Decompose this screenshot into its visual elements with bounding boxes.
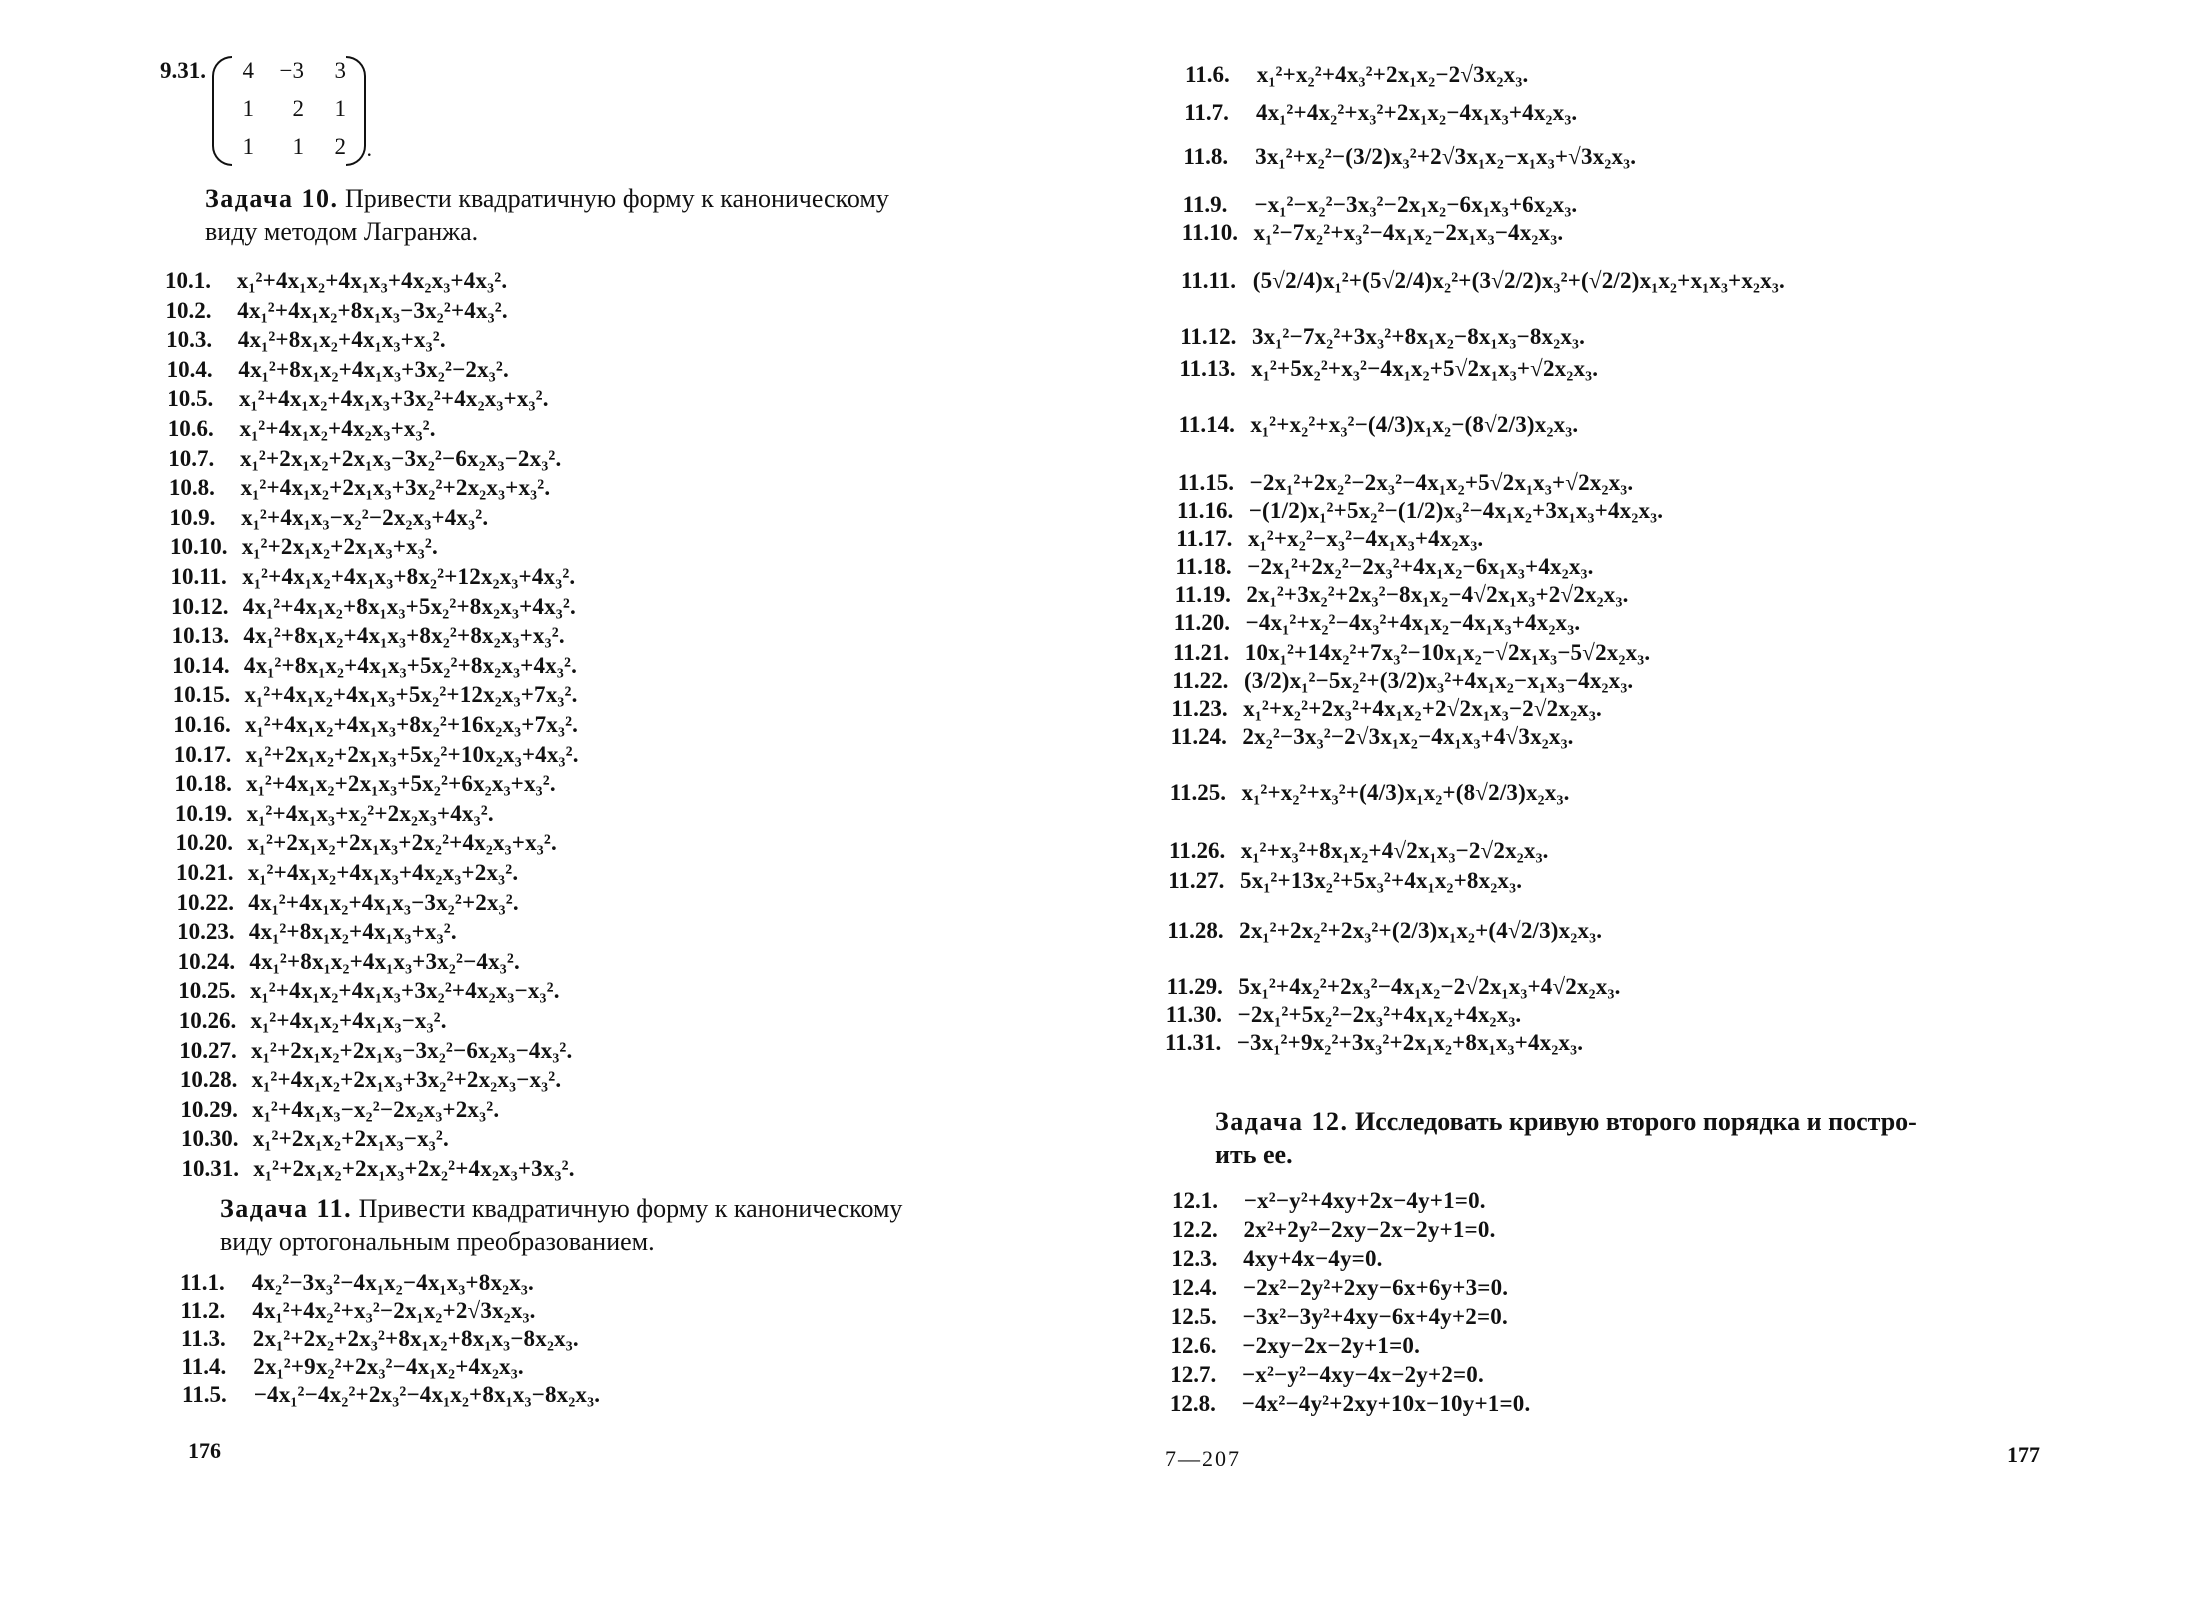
- left-page: [150, 0, 1080, 1618]
- exercise-number: 12.6.: [1170, 1333, 1217, 1358]
- exercise-number: 11.14.: [1178, 412, 1235, 437]
- exercise-item: [175, 801, 494, 826]
- exercise-number: 10.2.: [165, 297, 212, 323]
- exercise-number: 10.7.: [168, 445, 215, 471]
- exercise-formula: 4x₁²+4x₂²+x₃²−2x₁x₂+2√3x₂x₃.: [252, 1298, 536, 1323]
- exercise-formula: 4x₁²+4x₂²+x₃²+2x₁x₂−4x₁x₃+4x₂x₃.: [1255, 100, 1578, 125]
- exercise-number: 11.28.: [1167, 918, 1224, 943]
- exercise-number: 10.30.: [180, 1126, 239, 1152]
- exercise-number: 12.1.: [1172, 1188, 1218, 1213]
- exercise-item: [1170, 780, 1570, 805]
- exercise-number: 12.8.: [1169, 1391, 1216, 1416]
- exercise-number: 11.1.: [180, 1270, 225, 1295]
- exercise-item: [1170, 1391, 1531, 1416]
- exercise-item: [182, 1354, 524, 1379]
- exercise-number: 10.13.: [171, 623, 230, 649]
- task-label: Задача 11.: [220, 1194, 353, 1223]
- exercise-item: [1167, 974, 1621, 999]
- exercise-formula: (5√2/4)x₁²+(5√2/4)x₂²+(3√2/2)x₃²+(√2/2)x₁x₂+x₁x₃+x₂x₃.: [1252, 268, 1785, 293]
- exercise-number: 11.16.: [1177, 498, 1234, 523]
- exercise-number: 11.20.: [1173, 610, 1231, 635]
- task-text-line1: Привести квадратичную форму к каноническому: [358, 1194, 903, 1223]
- exercise-formula: x₁²−7x₂²+x₃²−4x₁x₂−2x₁x₃−4x₂x₃.: [1253, 220, 1564, 245]
- exercise-item: [182, 1156, 575, 1181]
- exercise-formula: x₁²+5x₂²+x₃²−4x₁x₂+5√2x₁x₃+√2x₂x₃.: [1251, 356, 1599, 381]
- exercise-item: [168, 446, 561, 471]
- exercise-formula: 3x₁²+x₂²−(3/2)x₃²+2√3x₁x₂−x₁x₃+√3x₂x₃.: [1255, 144, 1637, 169]
- exercise-formula: x₁²+4x₁x₂+2x₁x₃+3x₂²+2x₂x₃+x₃².: [240, 475, 551, 501]
- exercise-formula: 2x₁²+2x₂+2x₃²+8x₁x₂+8x₁x₃−8x₂x₃.: [252, 1326, 579, 1351]
- exercise-item: [167, 386, 548, 411]
- exercise-number: 10.18.: [174, 771, 232, 797]
- exercise-formula: 4x₁²+8x₁x₂+4x₁x₃+3x₂²−4x₃².: [249, 948, 520, 974]
- exercise-formula: 4x₁²+8x₁x₂+4x₁x₃+x₃².: [237, 327, 446, 353]
- exercise-number: 10.4.: [166, 356, 213, 382]
- exercise-formula: x₁²+x₂²+4x₃²+2x₁x₂−2√3x₂x₃.: [1256, 62, 1529, 87]
- exercise-item: [175, 830, 556, 855]
- exercise-item: [182, 1382, 600, 1407]
- exercise-item: [1174, 610, 1580, 635]
- exercise-formula: 4x₁²+8x₁x₂+4x₁x₃+3x₂²−2x₃².: [238, 356, 509, 382]
- exercise-formula: 4x₁²+8x₁x₂+4x₁x₃+8x₂²+8x₂x₃+x₃².: [243, 623, 565, 649]
- exercise-number: 12.2.: [1171, 1217, 1218, 1242]
- exercise-formula: x₁²+x₂²+x₃²−(4/3)x₁x₂−(8√2/3)x₂x₃.: [1250, 412, 1579, 437]
- exercise-formula: 10x₁²+14x₂²+7x₃²−10x₁x₂−√2x₁x₃−5√2x₂x₃.: [1244, 640, 1651, 665]
- exercise-item: [1185, 62, 1528, 87]
- exercise-number: 11.17.: [1176, 526, 1233, 551]
- exercise-item: [1172, 1217, 1496, 1242]
- exercise-number: 10.10.: [169, 534, 228, 560]
- task-12-heading: [1215, 1105, 1917, 1172]
- matrix-cell: 1: [242, 134, 254, 159]
- exercise-formula: 4x₂²−3x₃²−4x₁x₂−4x₁x₃+8x₂x₃.: [251, 1270, 534, 1295]
- exercise-formula: 4x₁²+4x₁x₂+8x₁x₃+5x₂²+8x₂x₃+4x₃².: [242, 593, 576, 619]
- exercise-number: 10.23.: [177, 919, 235, 945]
- task-text-line1: Привести квадратичную форму к каноническому: [345, 184, 889, 213]
- exercise-item: [167, 357, 509, 382]
- task-text-line2: виду методом Лагранжа.: [205, 217, 479, 247]
- exercise-number: 11.27.: [1168, 868, 1225, 893]
- exercise-item: [178, 949, 520, 974]
- exercise-item: [1171, 1275, 1508, 1300]
- task-text-line1: Исследовать кривую второго порядка и постро-: [1355, 1107, 1917, 1136]
- exercise-item: [174, 771, 555, 796]
- exercise-item: [1175, 582, 1629, 607]
- exercise-number: 11.29.: [1166, 974, 1223, 999]
- exercise-number: 10.20.: [175, 830, 233, 856]
- exercise-formula: x₁²+2x₁x₂+2x₁x₃−3x₂²−6x₂x₃−2x₃².: [240, 445, 562, 471]
- exercise-item: [1183, 144, 1636, 169]
- exercise-formula: −x₁²−x₂²−3x₃²−2x₁x₂−6x₁x₃+6x₂x₃.: [1254, 192, 1578, 217]
- exercise-number: 11.6.: [1185, 62, 1230, 87]
- exercise-item: [1171, 1333, 1421, 1358]
- exercise-item: [181, 1126, 449, 1151]
- task-label: Задача 10.: [205, 184, 339, 213]
- exercise-item: [1170, 1362, 1484, 1387]
- task-text-line2: ить ее.: [1215, 1140, 1293, 1170]
- exercise-formula: x₁²+x₂²+x₃²+(4/3)x₁x₂+(8√2/3)x₂x₃.: [1241, 780, 1570, 805]
- exercise-item: [1166, 1002, 1522, 1027]
- exercise-item: [174, 742, 579, 767]
- exercise-number: 11.7.: [1184, 100, 1229, 125]
- exercise-number: 10.31.: [181, 1156, 239, 1181]
- exercise-number: 10.19.: [174, 800, 233, 826]
- exercise-item: [181, 1298, 536, 1323]
- exercise-formula: (3/2)x₁²−5x₂²+(3/2)x₃²+4x₁x₂−x₁x₃−4x₂x₃.: [1243, 668, 1634, 693]
- exercise-formula: −(1/2)x₁²+5x₂²−(1/2)x₃²−4x₁x₂+3x₁x₃+4x₂x₃.: [1248, 498, 1664, 523]
- exercise-formula: −2x²−2y²+2xy−6x+6y+3=0.: [1242, 1275, 1509, 1300]
- exercise-number: 11.31.: [1165, 1030, 1222, 1055]
- exercise-item: [172, 623, 565, 648]
- exercise-item: [1171, 696, 1602, 721]
- exercise-item: [166, 327, 446, 352]
- exercise-formula: x₁²+4x₁x₂+4x₁x₃+3x₂²+4x₂x₃+x₃².: [238, 386, 549, 412]
- exercise-item: [1182, 220, 1563, 245]
- task-11-heading: [220, 1192, 902, 1259]
- exercise-number: 10.25.: [178, 978, 236, 1004]
- exercise-number: 10.27.: [179, 1037, 237, 1063]
- exercise-formula: 4x₁²+8x₁x₂+4x₁x₃+5x₂²+8x₂x₃+4x₃².: [243, 652, 578, 678]
- exercise-number: 11.10.: [1181, 220, 1239, 245]
- page-number: 176: [188, 1438, 221, 1463]
- exercise-number: 10.3.: [166, 327, 213, 353]
- exercise-number: 11.5.: [182, 1382, 227, 1407]
- exercise-number: 10.9.: [169, 504, 216, 530]
- exercise-item: [1168, 868, 1522, 893]
- exercise-item: [176, 860, 518, 885]
- exercise-item: [1175, 554, 1593, 579]
- exercise-formula: 2x₁²+9x₂²+2x₃²−4x₁x₂+4x₂x₃.: [253, 1354, 524, 1379]
- exercise-formula: −2x₁²+5x₂²−2x₃²+4x₁x₂+4x₂x₃.: [1237, 1002, 1522, 1027]
- exercise-formula: 5x₁²+13x₂²+5x₃²+4x₁x₂+8x₂x₃.: [1239, 868, 1523, 893]
- exercise-item: [1177, 498, 1663, 523]
- exercise-number: 11.18.: [1175, 554, 1232, 579]
- exercise-formula: −4x₁²+x₂²−4x₃²+4x₁x₂−4x₁x₃+4x₂x₃.: [1245, 610, 1581, 635]
- exercise-formula: 2x₂²−3x₃²−2√3x₁x₂−4x₁x₃+4√3x₂x₃.: [1242, 724, 1574, 749]
- exercise-formula: −2x₁²+2x₂²−2x₃²+4x₁x₂−6x₁x₃+4x₂x₃.: [1247, 554, 1594, 579]
- matrix-cell: 1: [242, 96, 254, 121]
- page-number: 177: [2007, 1442, 2040, 1467]
- exercise-formula: x₁²+4x₁x₃−x₂²−2x₂x₃+4x₃².: [241, 504, 489, 530]
- exercise-item: [171, 564, 576, 589]
- exercise-number: 10.24.: [177, 948, 236, 974]
- exercise-formula: x₁²+4x₁x₃−x₂²−2x₂x₃+2x₃².: [252, 1096, 500, 1122]
- exercise-item: [179, 1008, 447, 1033]
- task-10-heading: [205, 182, 889, 249]
- exercise-formula: x₁²+2x₁x₂+2x₁x₃−x₃².: [252, 1126, 449, 1152]
- exercise-number: 11.13.: [1179, 356, 1236, 381]
- exercise-number: 10.29.: [180, 1096, 238, 1122]
- exercise-number: 10.14.: [172, 652, 230, 678]
- task-text-line2: виду ортогональным преобразованием.: [220, 1227, 655, 1257]
- exercise-item: [180, 1097, 499, 1122]
- exercise-item: [1184, 100, 1577, 125]
- exercise-item: [1171, 1246, 1382, 1271]
- printer-signature: 7—207: [1165, 1446, 1241, 1471]
- exercise-number: 10.16.: [173, 712, 231, 737]
- exercise-item: [1181, 268, 1785, 293]
- exercise-number: 10.26.: [178, 1008, 237, 1033]
- exercise-formula: x₁²+2x₁x₂+2x₁x₃+2x₂²+4x₂x₃+3x₃².: [253, 1156, 575, 1181]
- exercise-number: 9.31.: [160, 58, 206, 83]
- exercise-formula: x₁²+4x₁x₂+2x₁x₃+5x₂²+6x₂x₃+x₃².: [246, 771, 556, 797]
- exercise-item: [1180, 324, 1585, 349]
- exercise-number: 10.11.: [170, 564, 227, 589]
- exercise-item: [1179, 356, 1598, 381]
- exercise-number: 10.21.: [176, 860, 234, 885]
- exercise-item: [181, 1326, 579, 1351]
- exercise-formula: x₁²+4x₁x₂+4x₁x₃+8x₂²+16x₂x₃+7x₃².: [245, 712, 579, 737]
- matrix-9-31: [212, 56, 372, 168]
- exercise-formula: x₁²+4x₁x₃+x₂²+2x₂x₃+4x₃².: [246, 800, 494, 826]
- exercise-item: [168, 416, 436, 441]
- exercise-item: [1172, 1188, 1486, 1213]
- matrix-cell: 2: [334, 134, 346, 159]
- exercise-number: 11.11.: [1181, 268, 1236, 293]
- exercise-item: [1171, 724, 1574, 749]
- exercise-formula: x₁²+2x₁x₂+2x₁x₃+2x₂²+4x₂x₃+x₃².: [247, 830, 557, 856]
- exercise-number: 11.12.: [1180, 324, 1237, 349]
- right-paren: [346, 56, 366, 166]
- exercise-item: [165, 268, 507, 293]
- exercise-formula: x₁²+4x₁x₂+4x₁x₃+3x₂²+4x₂x₃−x₃².: [249, 978, 560, 1004]
- exercise-item: [1179, 412, 1579, 437]
- matrix-cell: 3: [334, 58, 346, 83]
- exercise-formula: x₁²+2x₁x₂+2x₁x₃+5x₂²+10x₂x₃+4x₃².: [245, 741, 579, 767]
- exercise-item: [1183, 192, 1578, 217]
- matrix-end-dot: .: [366, 136, 372, 161]
- exercise-formula: x₁²+4x₁x₂+4x₁x₃+5x₂²+12x₂x₃+7x₃².: [244, 682, 578, 708]
- exercise-item: [178, 978, 559, 1003]
- exercise-formula: x₁²+4x₁x₂+4x₁x₃+4x₂x₃+4x₃².: [236, 268, 508, 293]
- exercise-formula: −4x²−4y²+2xy+10x−10y+1=0.: [1241, 1391, 1531, 1416]
- exercise-number: 10.17.: [173, 741, 232, 767]
- exercise-formula: −3x₁²+9x₂²+3x₃²+2x₁x₂+8x₁x₃+4x₂x₃.: [1236, 1030, 1584, 1055]
- exercise-item: [172, 653, 577, 678]
- exercise-item: [1165, 1030, 1583, 1055]
- exercise-item: [166, 298, 508, 323]
- exercise-formula: −2xy−2x−2y+1=0.: [1242, 1333, 1421, 1358]
- exercise-item: [177, 890, 519, 915]
- matrix-cell: 4: [242, 58, 254, 83]
- exercise-number: 12.4.: [1171, 1275, 1218, 1300]
- exercise-formula: 4x₁²+8x₁x₂+4x₁x₃+x₃².: [248, 919, 457, 945]
- task-label: Задача 12.: [1215, 1107, 1349, 1136]
- exercise-formula: x₁²+4x₁x₂+4x₁x₃−x₃².: [250, 1008, 447, 1033]
- exercise-formula: 4x₁²+4x₁x₂+4x₁x₃−3x₂²+2x₃².: [248, 889, 519, 915]
- exercise-number: 11.9.: [1182, 192, 1228, 217]
- exercise-number: 11.15.: [1177, 470, 1235, 495]
- exercise-item: [1173, 640, 1650, 665]
- exercise-number: 10.8.: [168, 475, 215, 501]
- exercise-number: 10.15.: [172, 682, 231, 708]
- exercise-number: 11.26.: [1169, 838, 1226, 863]
- exercise-item: [170, 534, 438, 559]
- matrix-cell: −3: [279, 58, 304, 83]
- exercise-item: [169, 505, 488, 530]
- exercise-number: 11.30.: [1165, 1002, 1223, 1027]
- exercise-item: [173, 712, 578, 737]
- exercise-number: 11.21.: [1173, 640, 1230, 665]
- exercise-number: 11.24.: [1170, 724, 1227, 749]
- exercise-formula: −3x²−3y²+4xy−6x+4y+2=0.: [1242, 1304, 1508, 1329]
- exercise-formula: −2x₁²+2x₂²−2x₃²−4x₁x₂+5√2x₁x₃+√2x₂x₃.: [1249, 470, 1634, 495]
- exercise-number: 12.7.: [1170, 1362, 1217, 1387]
- exercise-number: 12.5.: [1170, 1304, 1217, 1329]
- exercise-number: 12.3.: [1171, 1246, 1218, 1271]
- exercise-number: 10.1.: [165, 268, 211, 293]
- exercise-number: 11.3.: [181, 1326, 226, 1351]
- exercise-number: 10.28.: [179, 1067, 238, 1093]
- exercise-item: [180, 1067, 561, 1092]
- exercise-formula: −x²−y²−4xy−4x−2y+2=0.: [1241, 1362, 1484, 1387]
- exercise-formula: −x²−y²+4xy+2x−4y+1=0.: [1243, 1188, 1486, 1213]
- exercise-formula: x₁²+4x₁x₂+2x₁x₃+3x₂²+2x₂x₃−x₃².: [251, 1067, 562, 1093]
- exercise-formula: x₁²+2x₁x₂+2x₁x₃−3x₂²−6x₂x₃−4x₃².: [251, 1037, 573, 1063]
- exercise-formula: x₁²+4x₁x₂+4x₁x₃+8x₂²+12x₂x₃+4x₃².: [242, 564, 576, 589]
- matrix-cell: 1: [334, 96, 346, 121]
- exercise-formula: 4x₁²+4x₁x₂+8x₁x₃−3x₂²+4x₃².: [237, 297, 508, 323]
- matrix-cell: 2: [292, 96, 304, 121]
- exercise-number: 10.5.: [167, 386, 214, 412]
- exercise-formula: x₁²+x₃²+8x₁x₂+4√2x₁x₃−2√2x₂x₃.: [1240, 838, 1549, 863]
- matrix-cell: 1: [292, 134, 304, 159]
- exercise-item: [1172, 668, 1633, 693]
- exercise-item: [179, 1038, 572, 1063]
- exercise-formula: x₁²+x₂²+2x₃²+4x₁x₂+2√2x₁x₃−2√2x₂x₃.: [1243, 696, 1602, 721]
- exercise-item: [1167, 918, 1602, 943]
- exercise-formula: 2x²+2y²−2xy−2x−2y+1=0.: [1243, 1217, 1496, 1242]
- exercise-formula: 2x₁²+2x₂²+2x₃²+(2/3)x₁x₂+(4√2/3)x₂x₃.: [1239, 918, 1603, 943]
- exercise-number: 11.2.: [180, 1298, 226, 1323]
- exercise-item: [1178, 470, 1634, 495]
- right-page: [1165, 0, 2075, 1618]
- exercise-item: [1169, 838, 1549, 863]
- exercise-item: [1171, 1304, 1508, 1329]
- exercise-formula: 3x₁²−7x₂²+3x₃²+8x₁x₂−8x₁x₃−8x₂x₃.: [1251, 324, 1586, 349]
- exercise-number: 10.22.: [176, 889, 235, 915]
- exercise-number: 11.4.: [181, 1354, 227, 1379]
- exercise-formula: x₁²+4x₁x₂+4x₂x₃+x₃².: [239, 416, 436, 441]
- exercise-formula: 2x₁²+3x₂²+2x₃²−8x₁x₂−4√2x₁x₃+2√2x₂x₃.: [1246, 582, 1629, 607]
- exercise-number: 10.12.: [171, 593, 229, 619]
- exercise-number: 11.19.: [1174, 582, 1231, 607]
- exercise-number: 10.6.: [167, 416, 214, 441]
- exercise-formula: x₁²+4x₁x₂+4x₁x₃+4x₂x₃+2x₃².: [247, 860, 519, 885]
- exercise-formula: 5x₁²+4x₂²+2x₃²−4x₁x₂−2√2x₁x₃+4√2x₂x₃.: [1238, 974, 1621, 999]
- exercise-number: 11.23.: [1171, 696, 1228, 721]
- exercise-item: [180, 1270, 534, 1295]
- exercise-formula: 4xy+4x−4y=0.: [1243, 1246, 1383, 1271]
- exercise-formula: x₁²+x₂²−x₃²−4x₁x₃+4x₂x₃.: [1247, 526, 1484, 551]
- exercise-formula: x₁²+2x₁x₂+2x₁x₃+x₃².: [241, 534, 438, 560]
- exercise-item: [173, 682, 578, 707]
- exercise-item: [171, 594, 576, 619]
- exercise-item: [169, 475, 550, 500]
- exercise-item: [1176, 526, 1483, 551]
- exercise-number: 11.8.: [1183, 144, 1229, 169]
- exercise-number: 11.25.: [1169, 780, 1227, 805]
- exercise-formula: −4x₁²−4x₂²+2x₃²−4x₁x₂+8x₁x₃−8x₂x₃.: [253, 1382, 601, 1407]
- exercise-number: 11.22.: [1172, 668, 1229, 693]
- exercise-item: [177, 919, 457, 944]
